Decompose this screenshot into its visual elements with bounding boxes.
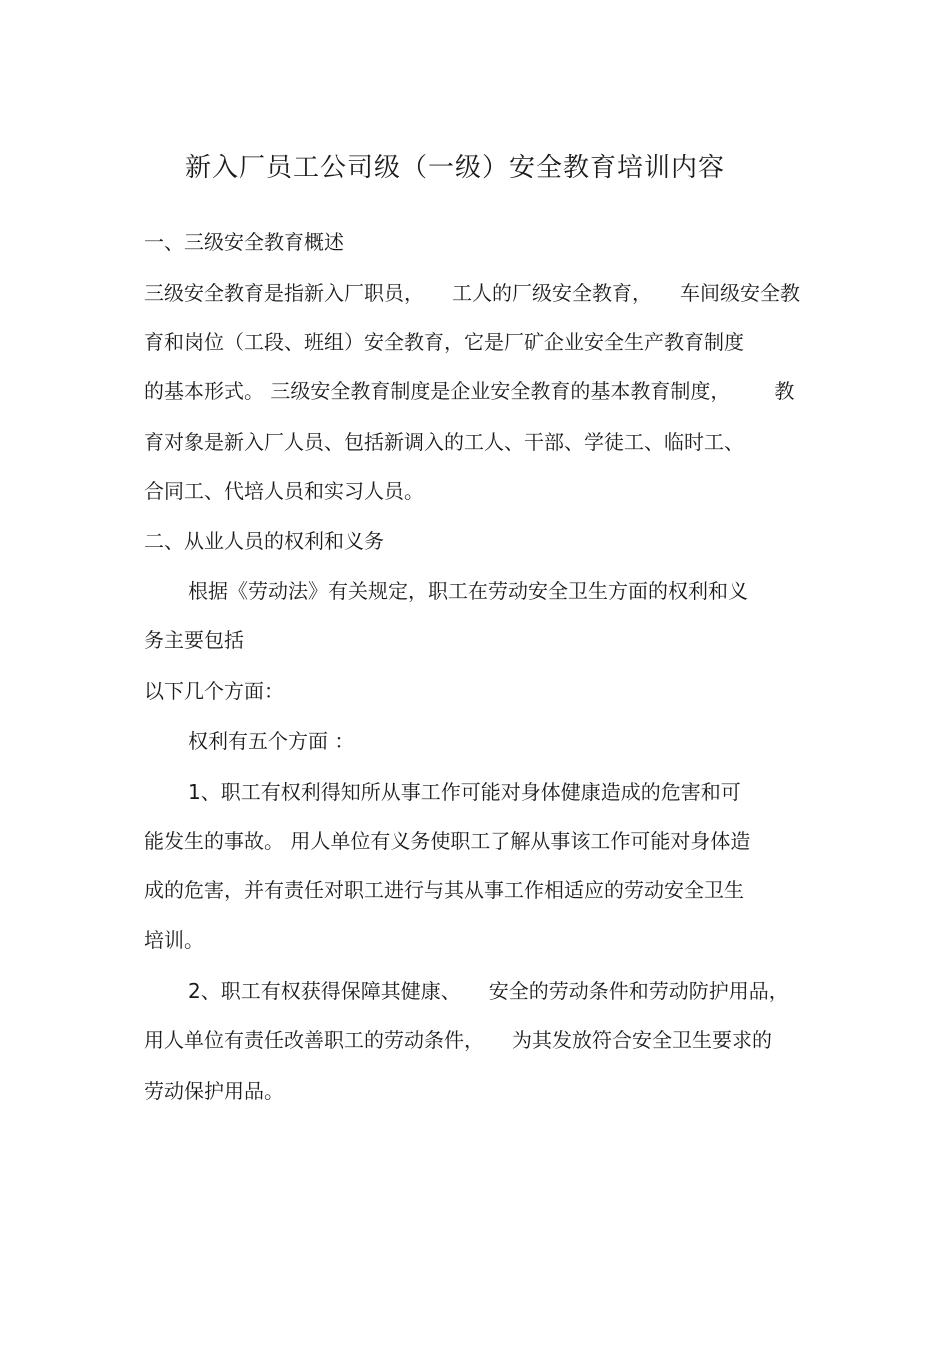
text-segment: 2、职工有权获得保障其健康、: [188, 979, 461, 1003]
list-item-1-line: 培训。: [144, 928, 204, 952]
section-heading-2: 二、从业人员的权利和义务: [144, 529, 384, 553]
paragraph-line: 育对象是新入厂人员、包括新调入的工人、干部、学徒工、临时工、: [144, 430, 744, 454]
list-item-1-line: 能发生的事故。 用人单位有义务使职工了解从事该工作可能对身体造: [144, 829, 751, 853]
list-item-2-line: 劳动保护用品。: [144, 1079, 284, 1103]
list-item-2-line: [144, 1025, 772, 1055]
text-segment: 安全的劳动条件和劳动防护用品，: [488, 979, 789, 1003]
paragraph-line: 以下几个方面：: [144, 679, 284, 703]
paragraph-line: 根据《劳动法》有关规定，职工在劳动安全卫生方面的权利和义: [188, 579, 748, 603]
list-item-1-line: 1、职工有权利得知所从事工作可能对身体健康造成的危害和可: [188, 780, 741, 804]
paragraph-line: [144, 278, 800, 308]
text-segment: 为其发放符合安全卫生要求的: [512, 1028, 772, 1052]
text-segment: 工人的厂级安全教育，: [452, 281, 652, 305]
section-heading-1: 一、三级安全教育概述: [144, 230, 344, 254]
text-segment: 三级安全教育是指新入厂职员，: [144, 281, 424, 305]
paragraph-line: 务主要包括: [144, 628, 244, 652]
text-segment: 的基本形式。 三级安全教育制度是企业安全教育的基本教育制度，: [144, 379, 731, 403]
paragraph-line: 育和岗位（工段、班组）安全教育，它是厂矿企业安全生产教育制度: [144, 330, 744, 354]
list-item-1-line: 成的危害，并有责任对职工进行与其从事工作相适应的劳动安全卫生: [144, 878, 744, 902]
paragraph-line: [144, 376, 794, 406]
document-title: 新入厂员工公司级（一级）安全教育培训内容: [184, 153, 725, 183]
list-item-2-line: [188, 976, 789, 1006]
paragraph-line: 合同工、代培人员和实习人员。: [144, 479, 424, 503]
text-segment: 用人单位有责任改善职工的劳动条件，: [144, 1028, 484, 1052]
rights-heading: 权利有五个方面 ：: [188, 729, 355, 753]
text-segment: 教: [774, 379, 795, 403]
text-segment: 车间级安全教: [680, 281, 800, 305]
